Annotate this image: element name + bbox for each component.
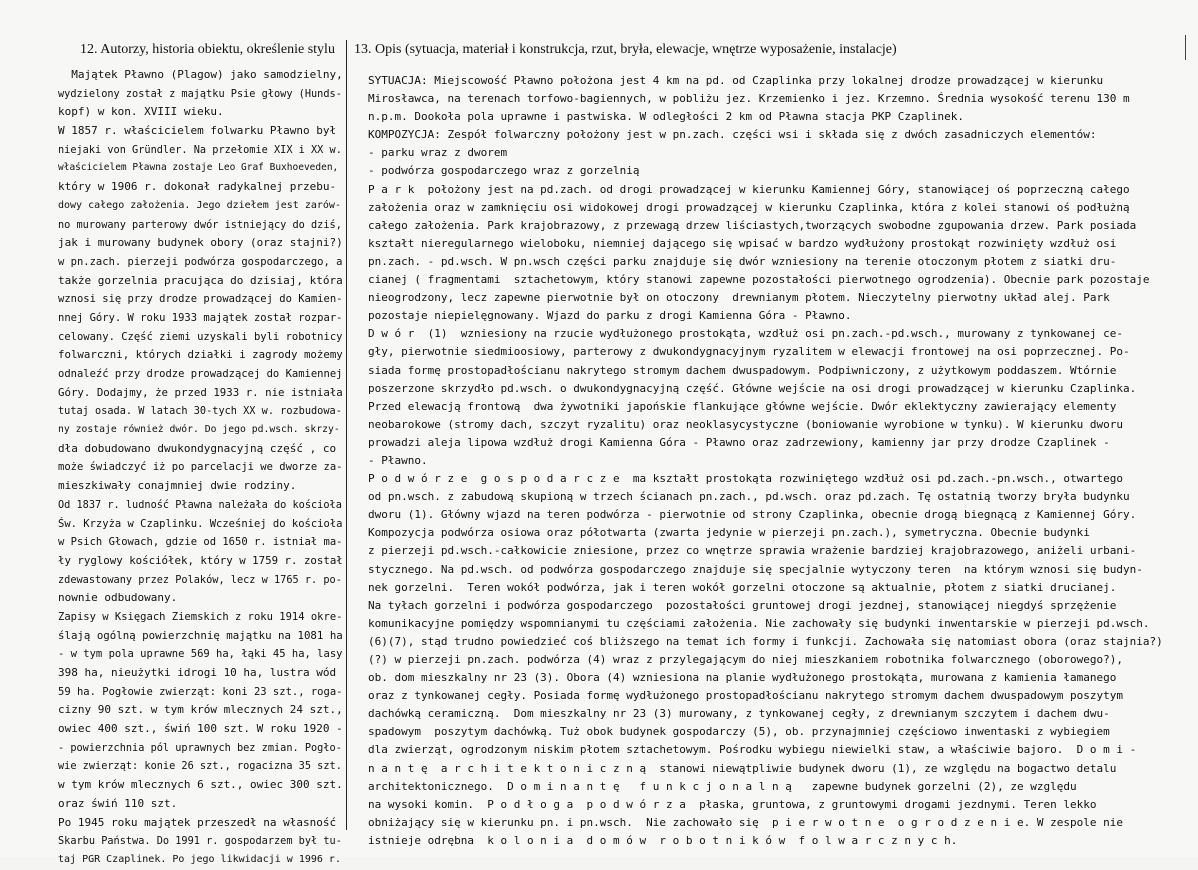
text-line: stycznego. Na pd.wsch. od podwórza gospodarczego znajduje się specjalnie wytyczony teren na którym wznosi się budyn-: [368, 562, 1143, 576]
text-line: 398 ha, nieużytki idrogi 10 ha, lustra wód: [58, 666, 337, 679]
text-line: tutaj osada. W latach 30-tych XX w. rozbudowa-: [58, 405, 342, 418]
text-line: D w ó r (1) wzniesiony na rzucie wydłużonego prostokąta, wzdłuż osi pn.zach.-pd.wsch., murowany z tynkowanej ce-: [368, 327, 1123, 341]
text-line: niejaki von Gründler. Na przełomie XIX i XX w.: [58, 143, 342, 156]
text-line: który w 1906 r. dokonał radykalnej przebu-: [58, 180, 337, 194]
right-column-text: [368, 72, 1183, 850]
text-line: - podwórza gospodarczego wraz z gorzelnią: [368, 164, 640, 178]
text-line: w tym krów mlecznych 6 szt., owiec 300 szt.: [58, 778, 343, 792]
text-line: (6)(7), stąd trudno powiedzieć coś bliższego na temat ich formy i funkcji. Zachowała się natomiast obora (oraz stajnia?): [368, 634, 1163, 648]
text-line: taj PGR Czaplinek. Po jego likwidacji w 1996 r.: [58, 853, 341, 865]
text-line: na wysoki komin. P o d ł o g a p o d w ó r z a płaska, gruntowa, z gruntowymi drogami jezdnymi. Teren lekko: [368, 797, 1097, 811]
text-line: nnej Góry. W roku 1933 majątek został rozpar-: [58, 311, 343, 324]
text-line: kształt nieregularnego wieloboku, niemniej dającego się wpisać w bardzo wydłużony prostokąt rozwinięty wzdłuż osi: [368, 236, 1117, 250]
text-line: mieszkiwały conajmniej dwie rodziny.: [58, 479, 297, 493]
column-divider: [346, 40, 347, 830]
text-line: cizny 90 szt. w tym krów mlecznych 24 szt.,: [58, 703, 343, 717]
text-line: ob. dom mieszkalny nr 23 (3). Obora (4) wzniesiona na planie wydłużonego prostokąta, murowana z kamienia łamanego: [368, 671, 1117, 685]
text-line: założenia oraz w zamknięciu osi widokowej drogi prowadzącej w kierunku Czaplinka, która z kolei stanowi oś podłużną: [368, 200, 1130, 214]
text-line: kopf) w kon. XVIII wieku.: [58, 105, 224, 119]
text-line: pn.zach. - pd.wsch. W pn.wsch części parku znajduje się dwór wzniesiony na terenie otoczonym płotem z siatki dru-: [368, 254, 1117, 268]
right-column-heading: 13. Opis (sytuacja, materiał i konstrukcja, rzut, bryła, elewacje, wnętrze wyposażenie, instalacje): [354, 42, 897, 57]
text-line: Majątek Pławno (Plagow) jako samodzielny,: [58, 68, 343, 81]
text-line: architektonicznego. D o m i n a n t ę f u n k c j o n a l n ą zapewne budynek gorzelni (2), ze względu: [368, 779, 1077, 793]
text-line: - powierzchnia pól uprawnych bez zmian. Pogło-: [58, 741, 342, 754]
text-line: Św. Krzyża w Czaplinku. Wcześniej do kościoła: [58, 517, 343, 530]
text-line: KOMPOZYCJA: Zespół folwarczny położony jest w pn.zach. części wsi i składa się z dwóch zasadniczych elementów:: [368, 128, 1097, 142]
text-line: może świadczyć iż po parcelacji we dworze za-: [58, 461, 343, 474]
text-line: nieogrodzony, lecz zapewne pierwotnie był on otoczony drewnianym płotem. Nieczytelny pierwotny układ alej. Park: [368, 291, 1110, 305]
text-line: także gorzelnia pracująca do dzisiaj, która: [58, 273, 343, 287]
text-line: Skarbu Państwa. Do 1991 r. gospodarzem był tu-: [58, 835, 342, 848]
text-line: P a r k położony jest na pd.zach. od drogi prowadzącej w kierunku Kamiennej Góry, stanowiącej oś poprzeczną całego: [368, 182, 1130, 196]
right-edge-mark: [1185, 35, 1186, 60]
text-line: poszerzone skrzydło pd.wsch. o dwukondygnacyjną część. Główne wejście na osi drogi prowadzącej w kierunku Czaplinka.: [368, 381, 1137, 395]
text-line: oraz z tynkowanej cegły. Posiada formę wydłużonego prostopadłościanu nakrytego stromym dachem dwuspadowym poszytym: [368, 689, 1123, 703]
text-line: nek gorzelni. Teren wokół podwórza, jak i teren wokół gorzelni otoczone są aktualnie, płotem z siatki drucianej.: [368, 580, 1117, 594]
text-line: gły, pierwotnie siedmioosiowy, parterowy z dwukondygnacyjnym ryzalitem w elewacji frontowej na osi poprzecznej. Po-: [368, 345, 1130, 359]
text-line: - Pławno.: [368, 453, 428, 467]
text-line: Od 1837 r. ludność Pławna należała do kościoła: [58, 498, 342, 511]
text-line: SYTUACJA: Miejscowość Pławno położona jest 4 km na pd. od Czaplinka przy lokalnej drodze prowadzącej w kierunku: [368, 74, 1104, 87]
text-line: folwarczni, których działki i zagrody możemy: [58, 348, 343, 362]
text-line: odnaleźć przy drodze prowadzącej do Kamiennej: [58, 368, 343, 380]
text-line: nownie odbudowany.: [58, 591, 178, 605]
text-line: celowany. Część ziemi uzyskali byli robotnicy: [58, 330, 343, 343]
text-line: całego założenia. Park krajobrazowy, z przewagą drzew liściastych,tworzących swobodne zgupowania drzew. Park posiada: [368, 218, 1137, 232]
text-line: no murowany parterowy dwór istniejący do dziś,: [58, 218, 342, 231]
text-line: wydzielony został z majątku Psie głowy (Hunds-: [58, 87, 342, 100]
text-line: Góry. Dodajmy, że przed 1933 r. nie istniała: [58, 385, 343, 399]
text-line: W 1857 r. właścicielem folwarku Pławno był: [58, 124, 337, 138]
text-line: - parku wraz z dworem: [368, 146, 508, 160]
text-line: ślają ogólną powierzchnię majątku na 1081 ha: [58, 628, 343, 642]
text-line: oraz świń 110 szt.: [58, 796, 178, 810]
text-line: komunikacyjne pomiędzy wspomnianymi tu częściami założenia. Nie zachowały się budynki inwentarskie w pierzeji pd.wsch.: [368, 616, 1150, 630]
text-line: obniżający się w kierunku pn. i pn.wsch. Nie zachowało się p i e r w o t n e o g r o d z e n i e. W zespole nie: [368, 815, 1123, 829]
text-line: neobarokowe (stromy dach, szczyt ryzalitu) oraz neoklasycystyczne (boniowanie wyrobione w tynku). W kierunku dworu: [368, 417, 1123, 431]
text-line: Zapisy w Księgach Ziemskich z roku 1914 okre-: [58, 610, 343, 623]
text-line: dowy całego założenia. Jego dziełem jest zarów-: [58, 199, 341, 211]
text-line: Mirosławca, na terenach torfowo-bagiennych, w pobliżu jez. Krzemienko i jez. Krzemno. Średnia wysokość terenu 130 m: [368, 92, 1130, 106]
text-line: wie zwierząt: konie 26 szt., rogacizna 35 szt.: [58, 760, 342, 773]
text-line: właścicielem Pławna zostaje Leo Graf Buxhoeveden,: [58, 162, 339, 174]
text-line: w pn.zach. pierzeji podwórza gospodarczego, a: [58, 255, 343, 268]
text-line: n.p.m. Dookoła pola uprawne i pastwiska. W odległości 2 km od Pławna stacja PKP Czaplinek.: [368, 110, 965, 124]
text-line: Kompozycja podwórza osiowa oraz półotwarta (zwarta jedynie w pierzeji pn.zach.), symetryczna. Obecnie budynki: [368, 526, 1090, 540]
text-line: od pn.wsch. z zabudową skupioną w trzech ścianach pn.zach., pd.wsch. oraz pd.zach. Tę ostatnią tworzy bryła budynku: [368, 490, 1130, 504]
text-line: dla zwierząt, ogrodzonym niskim płotem sztachetowym. Pośrodku wybiegu niewielki staw, a właściwie bajoro. D o m i -: [368, 743, 1137, 757]
text-line: (?) w pierzeji pn.zach. podwórza (4) wraz z przylegającym do niej mieszkaniem robotnika folwarcznego (oborowego?),: [368, 653, 1123, 666]
text-line: P o d w ó r z e g o s p o d a r c z e ma kształt prostokąta rozwiniętego wzdłuż osi pd.zach.-pn.wsch., otwartego: [368, 472, 1123, 486]
text-line: zdewastowany przez Polaków, lecz w 1765 r. po-: [58, 573, 342, 586]
text-line: prowadzi aleja lipowa wzdłuż drogi Kamienna Góra - Pławno oraz zadrzewiony, kamienny jar przy drodze Czaplinek -: [368, 435, 1110, 449]
text-line: owiec 400 szt., świń 100 szt. W roku 1920 -: [58, 722, 343, 736]
text-line: - w tym pola uprawne 569 ha, łąki 45 ha, lasy: [58, 648, 343, 661]
text-line: Na tyłach gorzelni i podwórza gospodarczego pozostałości gruntowej drogi jezdnej, stanowiącej niegdyś sprzężenie: [368, 598, 1117, 612]
text-line: wznosi się przy drodze prowadzącej do Kamien-: [58, 293, 343, 306]
text-line: dła dobudowano dwukondygnacyjną część , co: [58, 441, 337, 455]
text-line: Przed elewacją frontową dwa żywotniki japońskie flankujące główne wejście. Dwór eklektyczny zawierający elementy: [368, 399, 1117, 413]
text-line: 59 ha. Pogłowie zwierząt: koni 23 szt., roga-: [58, 685, 343, 698]
text-line: Po 1945 roku majątek przeszedł na własność: [58, 815, 337, 829]
text-line: pozostaje niepielęgnowany. Wjazd do parku z drogi Kamienna Góra - Pławno.: [368, 309, 852, 323]
text-line: jak i murowany budynek obory (oraz stajni?): [58, 236, 343, 250]
left-column-text: [58, 66, 344, 870]
text-line: n a n t ę a r c h i t e k t o n i c z n ą stanowi niewątpliwie budynek dworu (1), ze względu na bogactwo detalu: [368, 761, 1117, 775]
text-line: siada formę prostopadłościanu nakrytego stromym dachem dwuspadowym. Podpiwniczony, z użytkowym poddaszem. Wtórnie: [368, 363, 1117, 377]
text-line: istnieje odrębna k o l o n i a d o m ó w r o b o t n i k ó w f o l w a r c z n y c h.: [368, 833, 958, 847]
text-line: spadowym poszytym dachówką. Tuż obok budynek gospodarczy (5), ob. przynajmniej częściowo inwentaski z wybiegiem: [368, 725, 1110, 739]
text-line: w Psich Głowach, gdzie od 1650 r. istniał ma-: [58, 536, 343, 549]
left-column-heading: 12. Autorzy, historia obiektu, określenie stylu: [80, 42, 335, 57]
text-line: ły ryglowy kościółek, który w 1759 r. został: [58, 553, 343, 567]
text-line: cianej ( fragmentami sztachetowym, który stanowi zapewne pozostałości pierwotnego ogrodzenia). Obecnie park pozostaje: [368, 273, 1150, 287]
text-line: ny zostaje również dwór. Do jego pd.wsch. skrzy-: [58, 424, 340, 436]
text-line: dworu (1). Główny wjazd na teren podwórza - pierwotnie od strony Czaplinka, obecnie drogą biegnącą z Kamiennej Góry.: [368, 508, 1137, 522]
text-line: dachówką ceramiczną. Dom mieszkalny nr 23 (3) murowany, z tynkowanej cegły, z drewnianym szczytem i dachem dwu-: [368, 707, 1110, 721]
text-line: z pierzeji pd.wsch.-całkowicie zniesione, przez co wnętrze sprawia wrażenie bardziej krajobrazowego, aniżeli urbani-: [368, 544, 1137, 558]
